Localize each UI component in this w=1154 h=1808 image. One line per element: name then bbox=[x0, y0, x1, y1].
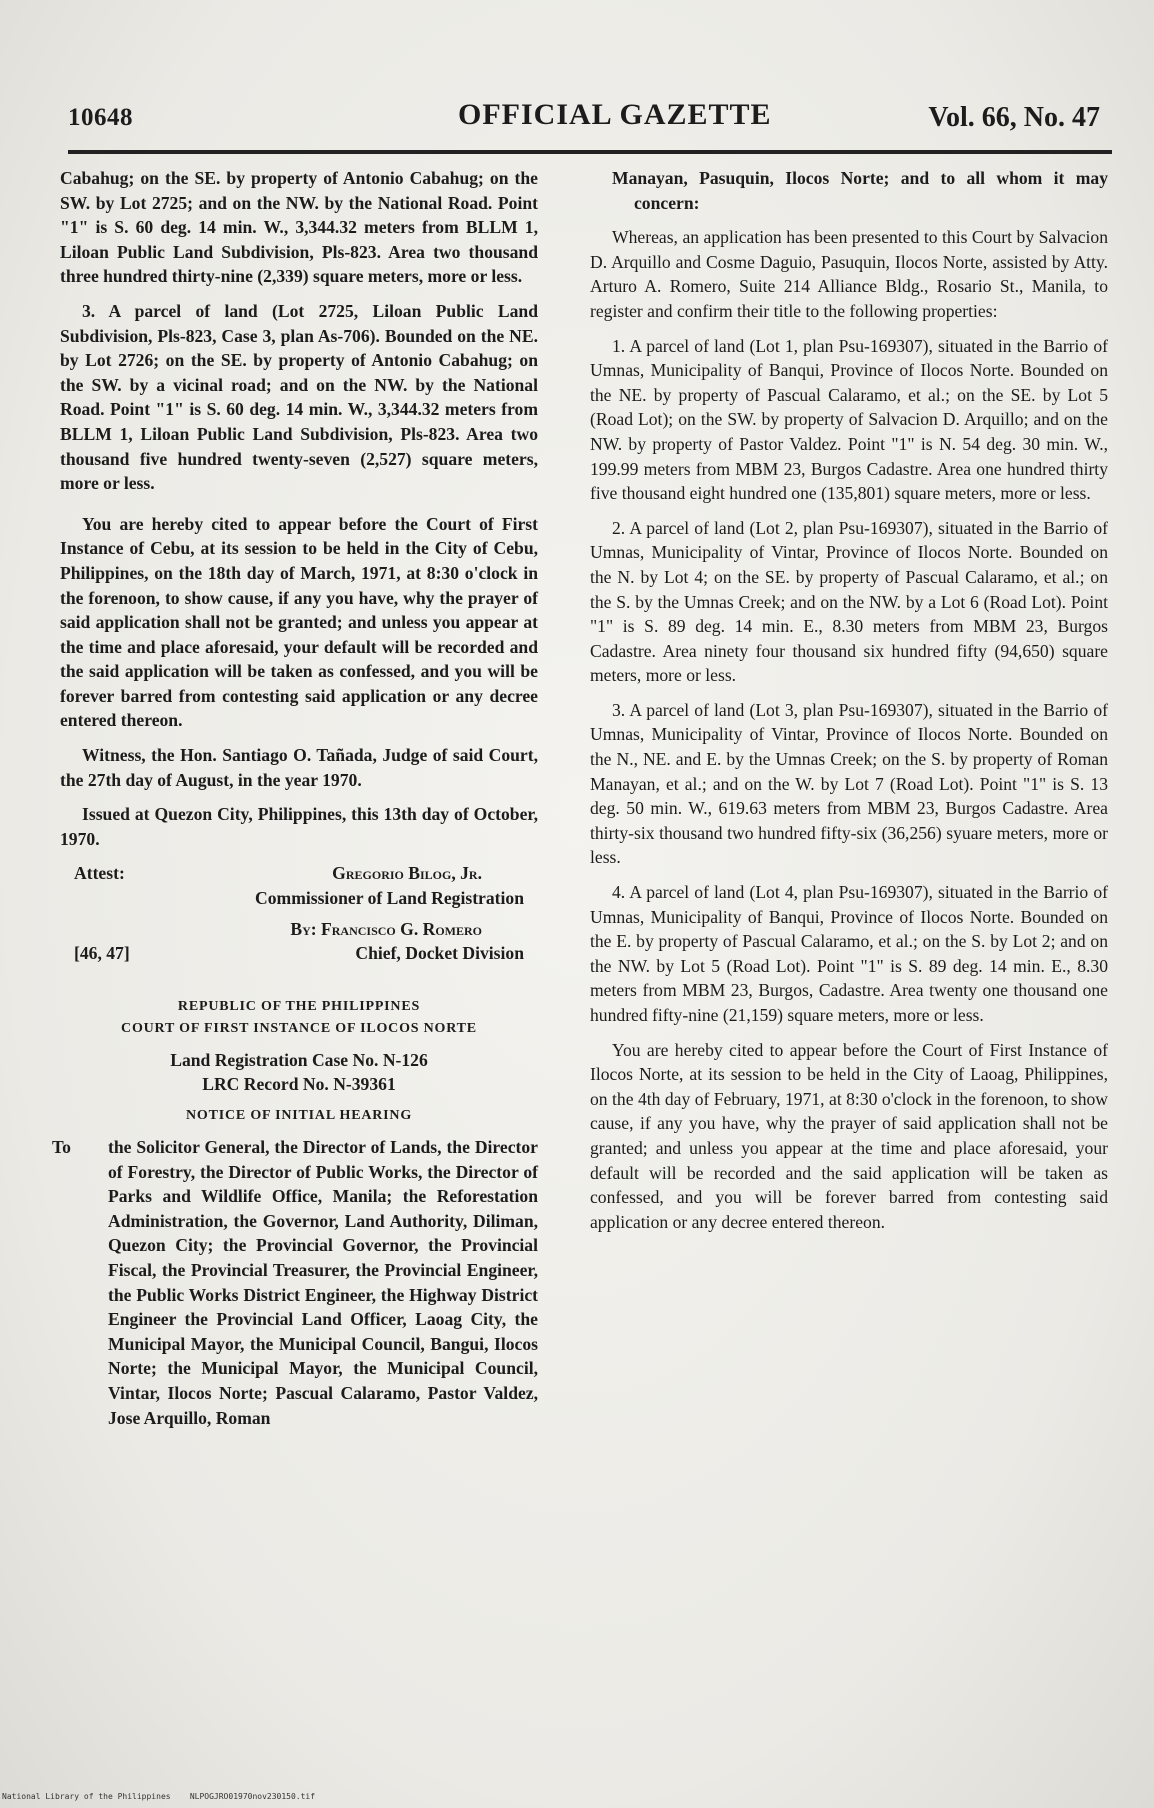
issued-paragraph: Issued at Quezon City, Philippines, this 13th day of October, 1970. bbox=[60, 804, 538, 849]
addressee-block bbox=[52, 1135, 538, 1430]
header-rule bbox=[68, 150, 1112, 154]
parcel-4: 4. A parcel of land (Lot 4, plan Psu-169307), situated in the Barrio of Umnas, Municipality of Banqui, Province of Ilocos Norte. Bounded on the E. by property of Pascual Calaramo, et al.; on the S. by Lot 2; and on the NW. by Lot 5 (Road Lot). Point "1" is S. 89 deg. 14 min. E., 8.30 meters from MBM 23, Burgos, Cadastre. Area twenty one thousand one hundred fifty-nine (21,159) square meters, more or less. bbox=[590, 882, 1108, 1025]
left-column bbox=[52, 166, 538, 1430]
parcel-3: 3. A parcel of land (Lot 2725, Liloan Public Land Subdivision, Pls-823, Case 3, plan As-706). Bounded on the NE. by Lot 2726; on the SE. by property of Antonio Cabahug; on the SW. by a vicinal road; and on the NW. by the National Road. Point "1" is S. 60 deg. 14 min. W., 3,344.32 meters from BLLM 1, Liloan Public Land Subdivision, Pls-823. Area two thousand five hundred twenty-seven (2,527) square meters, more or less. bbox=[60, 300, 538, 494]
attest-block bbox=[60, 861, 538, 886]
issue-reference: [46, 47] bbox=[74, 943, 130, 964]
parcel-2: 2. A parcel of land (Lot 2, plan Psu-169307), situated in the Barrio of Umnas, Municipality of Vintar, Province of Ilocos Norte. Bounded on the N. by Lot 4; on the SE. by property of Pascual Calaramo, et al.; on the S. by the Umnas Creek; and on the NW. by a Lot 6 (Road Lot). Point "1" is S. 89 deg. 14 min. E., 8.30 meters from MBM 23, Burgos Cadastre. Area ninety four thousand six hundred fifty (94,650) square meters, more or less. bbox=[590, 517, 1108, 686]
volume-number: Vol. 66, No. 47 bbox=[928, 102, 1100, 133]
right-column bbox=[590, 166, 1108, 1244]
hearing-citation: You are hereby cited to appear before the Court of First Instance of Ilocos Norte, at its session to be held in the City of Laoag, Philippines, on the 4th day of February, 1971, at 8:30 o'clock in the forenoon, to show cause, if any you have, why the prayer of said application shall not be granted; and unless you appear at the time and place aforesaid, your default will be recorded and the said application will be taken as confessed, and you will be forever barred from contesting said application or any decree entered thereon. bbox=[590, 1039, 1108, 1232]
parcel-continuation: Cabahug; on the SE. by property of Antonio Cabahug; on the SW. by Lot 2725; and on the NW. by the National Road. Point "1" is S. 60 deg. 14 min. W., 3,344.32 meters from BLLM 1, Liloan Public Land Subdivision, Pls-823. Area two thousand three hundred thirty-nine (2,339) square meters, more or less. bbox=[60, 168, 538, 287]
page-number: 10648 bbox=[68, 104, 133, 131]
page-header bbox=[68, 98, 1108, 138]
commissioner-title: Commissioner of Land Registration bbox=[255, 888, 524, 909]
court-heading: COURT OF FIRST INSTANCE OF ILOCOS NORTE bbox=[121, 1020, 477, 1036]
notice-title: NOTICE OF INITIAL HEARING bbox=[185, 1108, 413, 1123]
citation-paragraph: You are hereby cited to appear before the Court of First Instance of Cebu, at its session to be held in the City of Cebu, Philippines, on the 18th day of March, 1971, at 8:30 o'clock in the forenoon, to show cause, if any you have, why the prayer of said application shall not be granted; and unless you appear at the time and place aforesaid, your default will be recorded and the said application will be taken as confessed, and you will be forever barred from contesting said application or any decree entered thereon. bbox=[60, 513, 538, 731]
republic-heading: REPUBLIC OF THE PHILIPPINES bbox=[177, 998, 421, 1014]
docket-title: Chief, Docket Division bbox=[355, 943, 524, 964]
witness-paragraph: Witness, the Hon. Santiago O. Tañada, Judge of said Court, the 27th day of August, in the year 1970. bbox=[60, 745, 538, 790]
parcel-1: 1. A parcel of land (Lot 1, plan Psu-169307), situated in the Barrio of Umnas, Municipality of Banqui, Province of Ilocos Norte. Bounded on the NE. by property of Pascual Calaramo, et al.; on the SE. by Lot 5 (Road Lot); on the SW. by property of Salvacion D. Arquillo; and on the NW. by property of Pastor Valdez. Point "1" is N. 54 deg. 30 min. W., 199.99 meters from MBM 23, Burgos Cadastre. Area one hundred thirty five thousand eight hundred one (135,801) square meters, more or less. bbox=[590, 335, 1108, 504]
publication-title: OFFICIAL GAZETTE bbox=[458, 98, 772, 131]
lrc-record: LRC Record No. N-39361 bbox=[202, 1074, 396, 1095]
commissioner-name: Gregorio Bilog, Jr. bbox=[332, 863, 482, 884]
parcel-3-ilocos: 3. A parcel of land (Lot 3, plan Psu-169307), situated in the Barrio of Umnas, Municipality of Vintar, Province of Ilocos Norte. Bounded on the N., NE. and E. by the Umnas Creek; on the S. by property of Roman Manayan, et al.; and on the W. by Lot 7 (Road Lot). Point "1" is S. 13 deg. 50 min. W., 619.63 meters from MBM 23, Burgos Cadastre. Area thirty-six thousand two hundred fifty-six (36,256) syuare meters, more or less. bbox=[590, 699, 1108, 868]
attest-label: Attest: bbox=[74, 863, 125, 884]
by-line: By: Francisco G. Romero bbox=[290, 918, 482, 939]
scan-footer: National Library of the Philippines NLPOGJRO01970nov230150.tif bbox=[2, 1792, 316, 1801]
docket-block bbox=[60, 941, 538, 966]
addressee-list: the Solicitor General, the Director of Lands, the Director of Forestry, the Director of Public Works, the Director of Parks and Wildlife Office, Manila; the Reforestation Administration, the Governor, Land Authority, Diliman, Quezon City; the Provincial Governor, the Provincial Fiscal, the Provincial Treasurer, the Provincial Engineer, the Public Works District Engineer, the Highway District Engineer the Provincial Land Officer, Laoag City, the Municipal Mayor, the Municipal Council, Bangui, Ilocos Norte; the Municipal Mayor, the Municipal Council, Vintar, Ilocos Norte; Pascual Calaramo, Pastor Valdez, Jose Arquillo, Roman bbox=[108, 1137, 538, 1428]
addressee-continuation: Manayan, Pasuquin, Ilocos Norte; and to all whom it may concern: bbox=[612, 168, 1108, 213]
case-number: Land Registration Case No. N-126 bbox=[170, 1049, 428, 1070]
whereas-paragraph: Whereas, an application has been presented to this Court by Salvacion D. Arquillo and Cosme Daguio, Pasuquin, Ilocos Norte, assisted by Atty. Arturo A. Romero, Suite 214 Alliance Bldg., Rosario St., Manila, to register and confirm their title to the following properties: bbox=[590, 227, 1108, 321]
to-label: To bbox=[52, 1137, 71, 1157]
